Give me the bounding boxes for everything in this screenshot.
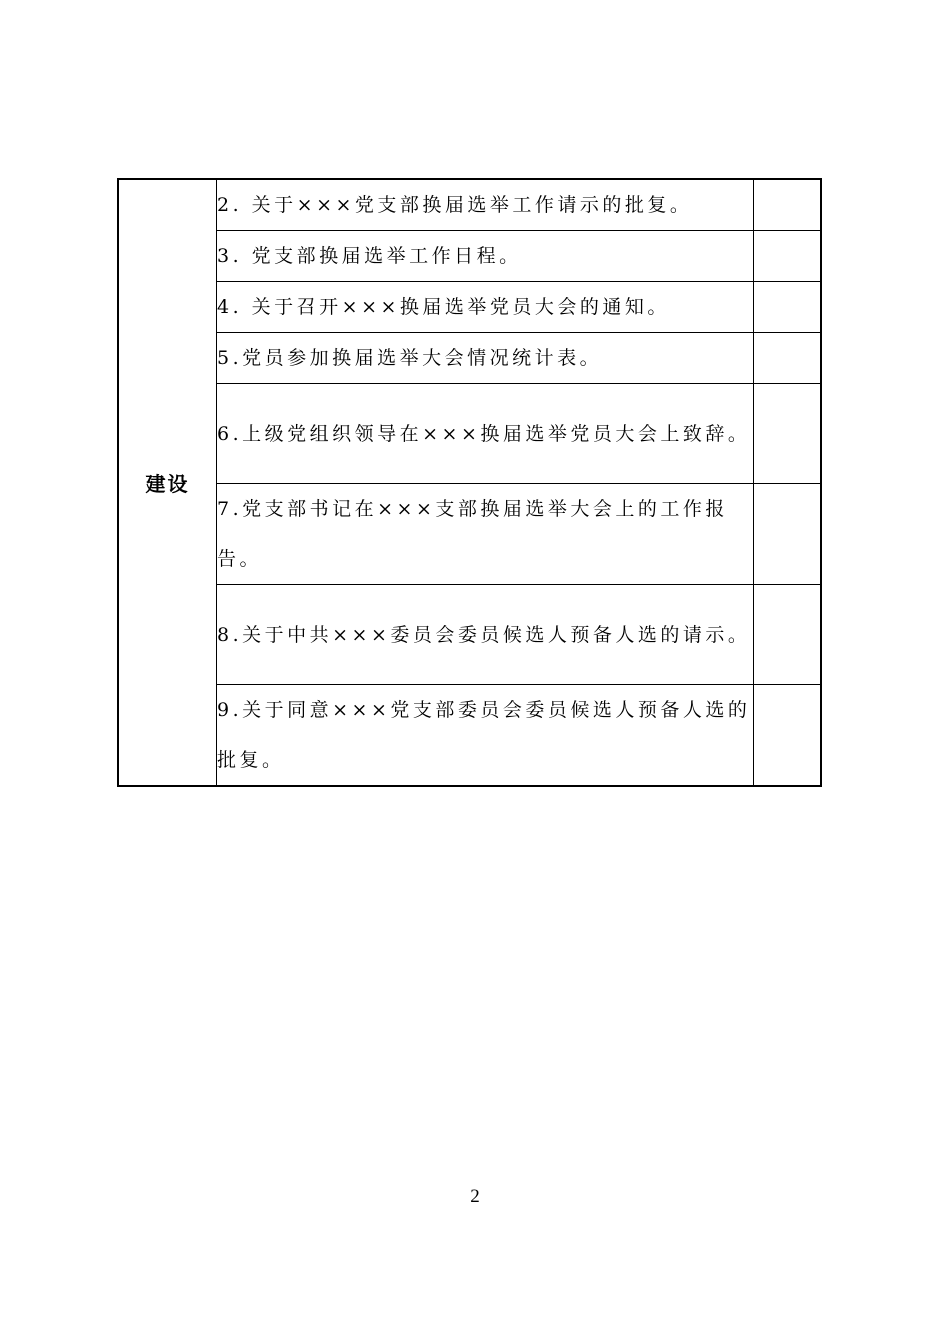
table-row xyxy=(118,179,821,231)
check-cell xyxy=(754,333,822,384)
page-number: 2 xyxy=(470,1186,480,1207)
table-row xyxy=(118,484,821,585)
table-row xyxy=(118,231,821,282)
table-row xyxy=(118,685,821,787)
check-cell xyxy=(754,685,822,787)
item-text: 3. 党支部换届选举工作日程。 xyxy=(217,231,754,282)
item-text: 5.党员参加换届选举大会情况统计表。 xyxy=(217,333,754,384)
item-text: 6.上级党组织领导在×××换届选举党员大会上致辞。 xyxy=(217,384,754,484)
item-text: 9.关于同意×××党支部委员会委员候选人预备人选的批复。 xyxy=(217,685,754,787)
document-table xyxy=(117,178,822,787)
item-text: 2. 关于×××党支部换届选举工作请示的批复。 xyxy=(217,179,754,231)
item-text: 8.关于中共×××委员会委员候选人预备人选的请示。 xyxy=(217,585,754,685)
check-cell xyxy=(754,585,822,685)
check-cell xyxy=(754,179,822,231)
check-cell xyxy=(754,282,822,333)
category-cell: 建设 xyxy=(118,179,217,786)
table-row xyxy=(118,384,821,484)
table-row xyxy=(118,282,821,333)
check-cell xyxy=(754,231,822,282)
item-text: 4. 关于召开×××换届选举党员大会的通知。 xyxy=(217,282,754,333)
table-row xyxy=(118,585,821,685)
table-row xyxy=(118,333,821,384)
check-cell xyxy=(754,484,822,585)
check-cell xyxy=(754,384,822,484)
item-text: 7.党支部书记在×××支部换届选举大会上的工作报告。 xyxy=(217,484,754,585)
